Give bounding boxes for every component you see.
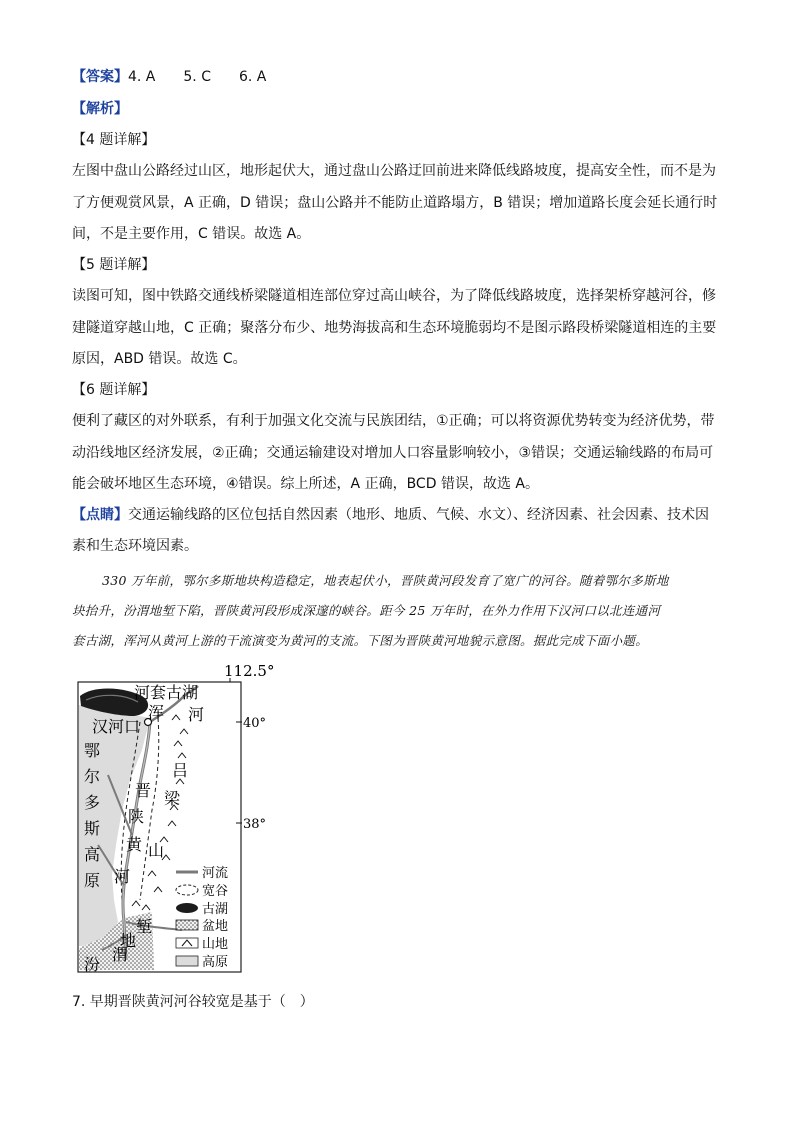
analysis-label: 【解析】 — [72, 101, 128, 117]
label-huang: 黄 — [126, 835, 143, 854]
q4-line-3: 间，不是主要作用，C 错误。故选 A。 — [72, 226, 311, 242]
label-si: 斯 — [84, 819, 101, 838]
label-er: 尔 — [84, 767, 101, 786]
answer-line — [72, 68, 266, 86]
label-e: 鄂 — [84, 741, 101, 760]
label-jin: 晋 — [135, 781, 152, 800]
legend-valley: 宽谷 — [202, 884, 229, 899]
latitude-38-label: 38° — [243, 817, 267, 832]
q5-line-1: 读图可知，图中铁路交通线桥梁隧道相连部位穿过高山峡谷，为了降低线路坡度，选择架桥穿越河谷，修 — [72, 288, 716, 304]
legend-basin: 盆地 — [202, 919, 229, 934]
q6-line-1: 便利了藏区的对外联系，有利于加强文化交流与民族团结，①正确；可以将资源优势转变为经济优势，带 — [72, 413, 715, 429]
q4-title: 【4 题详解】 — [72, 132, 156, 148]
label-hun: 浑 — [148, 703, 165, 722]
label-qian: 堑 — [136, 917, 153, 936]
jinshan-yellow-river-map — [72, 660, 332, 978]
legend-plateau-symbol — [176, 956, 198, 966]
q5-line-3: 原因，ABD 错误。故选 C。 — [72, 351, 247, 367]
label-shaan: 陕 — [128, 807, 145, 826]
label-hetao-lake: 河套古湖 — [134, 683, 199, 702]
tip-tag: 【点睛】 — [72, 507, 128, 523]
label-duo: 多 — [84, 793, 101, 812]
tip-text-1: 交通运输线路的区位包括自然因素（地形、地质、气候、水文）、经济因素、社会因素、技术因 — [128, 507, 709, 523]
legend-mountain: 山地 — [202, 937, 229, 952]
legend-basin-symbol — [176, 920, 198, 930]
label-hun-he: 河 — [188, 705, 205, 724]
passage-line-3: 套古湖，浑河从黄河上游的干流演变为黄河的支流。下图为晋陕黄河地貌示意图。据此完成下面小题。 — [72, 633, 649, 648]
legend-plateau: 高原 — [202, 955, 229, 970]
label-yuan: 原 — [84, 871, 101, 890]
tip-line-2: 素和生态环境因素。 — [72, 538, 198, 554]
tip-line-1 — [72, 506, 709, 524]
question-7: 7. 早期晋陕黄河河谷较宽是基于（ ） — [72, 994, 314, 1010]
q6-title: 【6 题详解】 — [72, 382, 156, 398]
label-liang: 梁 — [164, 789, 181, 808]
legend-lake: 古湖 — [202, 902, 229, 917]
answer-items: 4. A 5. C 6. A — [128, 69, 267, 85]
q5-line-2: 建隧道穿越山地，C 正确；聚落分布少、地势海拔高和生态环境脆弱均不是图示路段桥梁隧道相连的主要 — [72, 320, 717, 336]
q4-line-1: 左图中盘山公路经过山区，地形起伏大，通过盘山公路迂回前进来降低线路坡度，提高安全性，而不是为 — [72, 163, 716, 179]
q5-title: 【5 题详解】 — [72, 257, 156, 273]
label-wei: 渭 — [112, 945, 129, 964]
label-di: 地 — [120, 931, 137, 950]
label-gao: 高 — [84, 845, 101, 864]
longitude-label: 112.5° — [224, 662, 275, 680]
label-hanhekou: 汉河口 — [92, 717, 141, 736]
latitude-40-label: 40° — [243, 716, 267, 731]
q6-line-2: 动沿线地区经济发展，②正确；交通运输建设对增加人口容量影响较小，③错误；交通运输线路的布局可 — [72, 445, 714, 461]
q4-line-2: 了方便观赏风景，A 正确，D 错误；盘山公路并不能防止道路塌方，B 错误；增加道路长度会延长通行时 — [72, 195, 718, 211]
label-shan: 山 — [148, 841, 165, 860]
label-fen: 汾 — [84, 955, 101, 974]
legend-river: 河流 — [202, 866, 229, 881]
legend-lake-symbol — [176, 903, 198, 913]
q6-line-3: 能会破坏地区生态环境，④错误。综上所述，A 正确，BCD 错误，故选 A。 — [72, 476, 539, 492]
label-he: 河 — [114, 867, 131, 886]
passage-line-2: 块抬升，汾渭地堑下陷，晋陕黄河段形成深邃的峡谷。距今 25 万年时，在外力作用下汉河口以北连通河 — [72, 603, 661, 618]
label-lv: 吕 — [172, 761, 189, 780]
passage-line-1: 330 万年前，鄂尔多斯地块构造稳定，地表起伏小，晋陕黄河段发育了宽广的河谷。随着鄂尔多斯地 — [102, 573, 669, 588]
answer-tag: 【答案】 — [72, 69, 128, 85]
